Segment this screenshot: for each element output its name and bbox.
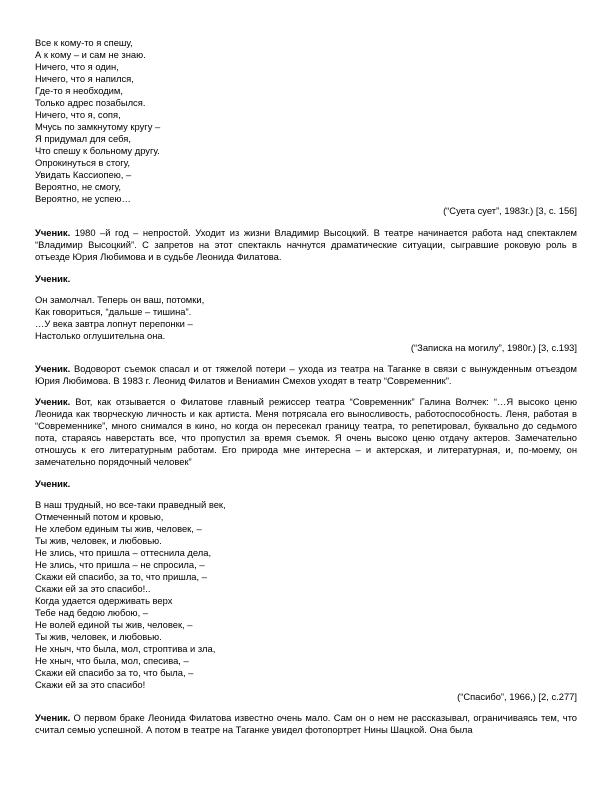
poem-line: Ничего, что я один,	[35, 61, 119, 72]
poem-line: Ты жив, человек, и любовью.	[35, 631, 162, 642]
speaker-label: Ученик.	[35, 273, 71, 284]
poem-line: Скажи ей за это спасибо!..	[35, 583, 151, 594]
poem-line: Скажи ей спасибо, за то, что пришла, –	[35, 571, 207, 582]
poem-line: Когда удается одерживать верх	[35, 595, 173, 606]
poem-line: Опрокинуться в стогу,	[35, 157, 130, 168]
poem-line: Все к кому-то я спешу,	[35, 37, 133, 48]
speaker-label: Ученик.	[35, 396, 71, 407]
poem-line: Ничего, что я, сопя,	[35, 109, 121, 120]
poem-line: Вероятно, не смогу,	[35, 181, 121, 192]
speaker-label: Ученик.	[35, 712, 71, 723]
poem-suet-suet	[35, 37, 577, 205]
poem-source: (“Суета сует”, 1983г.) [3, с. 156]	[443, 205, 577, 216]
poem-line: Тебе над бедою любою, –	[35, 607, 148, 618]
speaker-label: Ученик.	[35, 227, 71, 238]
poem-line: Вероятно, не успею…	[35, 193, 131, 204]
poem-spasibo	[35, 499, 577, 691]
paragraph-text: О первом браке Леонида Филатова известно очень мало. Сам он о нем не рассказывал, ограничиваясь тем, что считал семью успешной. А потом в театре на Таганке увидел фотопортрет Нины Шацкой. Она была	[35, 712, 577, 735]
paragraph	[35, 396, 577, 468]
poem-line: Не волей единой ты жив, человек, –	[35, 619, 193, 630]
paragraph-text: 1980 –й год – непростой. Уходит из жизни Владимир Высоцкий. В театре начинается работа над спектаклем “Владимир Высоцкий”. С запретов на этот спектакль начнутся драматические ситуации, сыгравшие роковую роль в отъезде Юрия Любимова и в судьбе Леонида Филатова.	[35, 227, 577, 262]
poem-line: Скажи ей за это спасибо!	[35, 679, 146, 690]
poem-line: Только адрес позабылся.	[35, 97, 146, 108]
poem-line: Как говориться, “дальше – тишина”.	[35, 306, 192, 317]
speaker-label: Ученик.	[35, 363, 71, 374]
poem-line: Не хлебом единым ты жив, человек, –	[35, 523, 202, 534]
poem-source: (“Записка на могилу”, 1980г.) [3, с.193]	[410, 342, 577, 353]
poem-line: Мчусь по замкнутому кругу –	[35, 121, 161, 132]
poem-line: Не хныч, что была, мол, спесива, –	[35, 655, 189, 666]
paragraph	[35, 227, 577, 263]
poem-line: В наш трудный, но все-таки праведный век,	[35, 499, 226, 510]
paragraph-text: Вот, как отзывается о Филатове главный режиссер театра “Современник” Галина Волчек: “…Я высоко ценю Леонида как творческую личность и как артиста. Меня потрясала его выносливость, работоспособность. Леня, работая в “Современнике”, много снимался в кино, но когда он пересекал границу театра, то репетировал, буквально до седьмого пота, стараясь наверстать все, что пропустил за время съемок. Я очень высоко ценю отдачу актеров. Замечательно отношусь к его литературным работам. Его природа мне интересна – и актерская, и литературная, и, по-моему, он замечательно порядочный человек”	[35, 396, 577, 467]
poem-line: Ничего, что я напился,	[35, 73, 134, 84]
poem-zapiska	[35, 294, 577, 342]
speaker-label: Ученик.	[35, 478, 71, 489]
poem-line: Не злись, что пришла – оттеснила дела,	[35, 547, 212, 558]
poem-line: Ты жив, человек, и любовью.	[35, 535, 162, 546]
poem-line: Где-то я необходим,	[35, 85, 123, 96]
poem-source: (“Спасибо”, 1966,) [2, с.277]	[457, 691, 577, 702]
poem-line: Он замолчал. Теперь он ваш, потомки,	[35, 294, 205, 305]
document-page	[35, 37, 577, 736]
poem-line: Отмеченный потом и кровью,	[35, 511, 164, 522]
poem-line: Что спешу к больному другу.	[35, 145, 160, 156]
poem-line: …У века завтра лопнут перепонки –	[35, 318, 193, 329]
poem-line: Скажи ей спасибо за то, что была, –	[35, 667, 194, 678]
poem-line: Не злись, что пришла – не спросила, –	[35, 559, 205, 570]
paragraph	[35, 363, 577, 387]
paragraph	[35, 712, 577, 736]
poem-line: Увидать Кассиопею, –	[35, 169, 132, 180]
paragraph-text: Водоворот съемок спасал и от тяжелой потери – ухода из театра на Таганке в связи с вынужденным отъездом Юрия Любимова. В 1983 г. Леонид Филатов и Вениамин Смехов уходят в театр “Современник”.	[35, 363, 577, 386]
poem-line: А к кому – и сам не знаю.	[35, 49, 146, 60]
poem-line: Не хныч, что была, мол, строптива и зла,	[35, 643, 216, 654]
poem-line: Настолько оглушительна она.	[35, 330, 166, 341]
poem-line: Я придумал для себя,	[35, 133, 131, 144]
